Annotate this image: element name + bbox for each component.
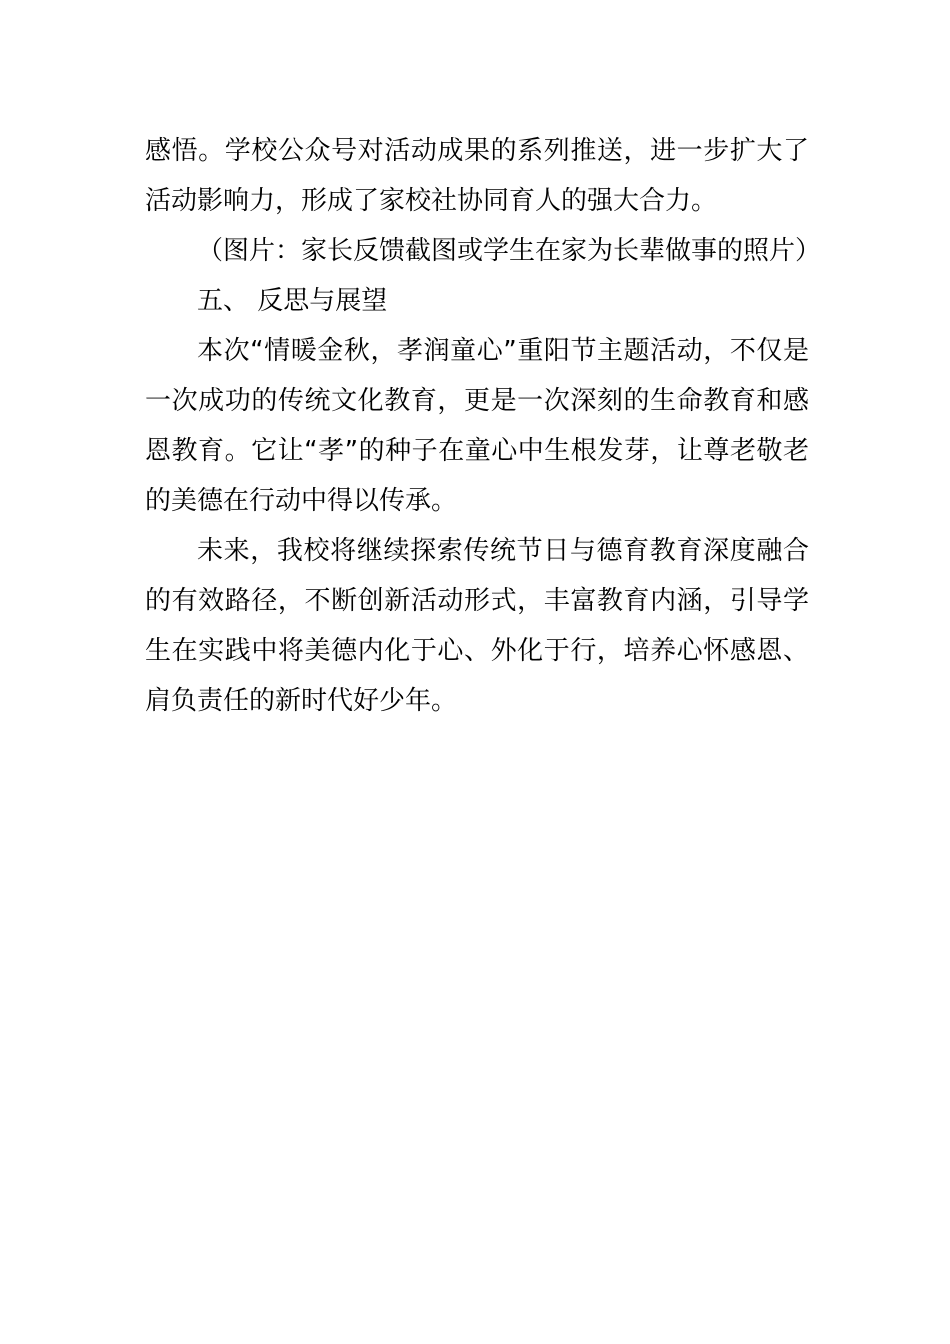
outlook-paragraph: 未来，我校将继续探索传统节日与德育教育深度融合的有效路径，不断创新活动形式，丰富教育内涵，引导学生在实践中将美德内化于心、外化于行，培养心怀感恩、肩负责任的新时代好少年。	[145, 536, 809, 716]
continuation-paragraph: 感悟。学校公众号对活动成果的系列推送，进一步扩大了活动影响力，形成了家校社协同育人的强大合力。	[145, 136, 809, 216]
image-placeholder-paragraph: （图片：家长反馈截图或学生在家为长辈做事的照片）	[197, 236, 822, 266]
reflection-paragraph: 本次“情暖金秋，孝润童心”重阳节主题活动，不仅是一次成功的传统文化教育，更是一次深刻的生命教育和感恩教育。它让“孝”的种子在童心中生根发芽，让尊老敬老的美德在行动中得以传承。	[145, 336, 809, 516]
section-heading: 五、 反思与展望	[197, 286, 388, 316]
document-body	[145, 126, 822, 726]
